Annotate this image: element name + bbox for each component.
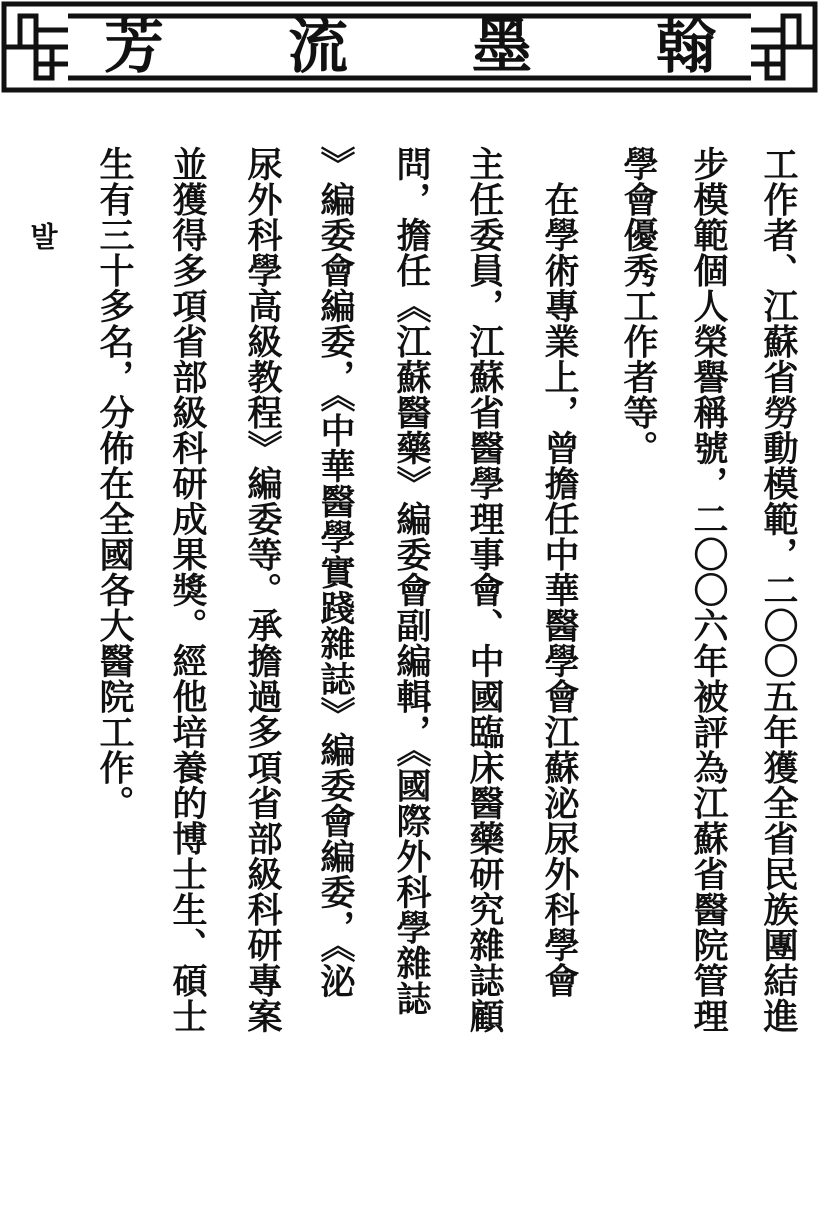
text-column-10: 生有三十多名，分佈在全國各大醫院工作。	[94, 146, 135, 821]
title-char-1: 翰	[656, 12, 716, 82]
title-char-3: 流	[288, 12, 348, 82]
text-column-5: 主任委員，江蘇省醫學理事會、中國臨床醫藥研究雜誌顧	[464, 146, 505, 1034]
text-column-4: 在學術專業上，曾擔任中華醫學會江蘇泌尿外科學會	[539, 146, 580, 998]
left-ornament	[4, 16, 68, 78]
text-column-1: 工作者、江蘇省勞動模範，二〇〇五年獲全省民族團結進	[758, 146, 799, 1034]
text-column-3: 學會優秀工作者等。	[618, 146, 659, 466]
right-ornament	[751, 16, 815, 78]
text-column-8: 尿外科學高級教程》編委等。承擔過多項省部級科研專案	[242, 146, 283, 1034]
text-column-2: 步模範個人榮譽稱號，二〇〇六年被評為江蘇省醫院管理	[688, 146, 729, 1034]
header-banner	[0, 0, 819, 96]
text-column-9: 並獲得多項省部級科研成果獎。經他培養的博士生、碩士	[167, 146, 208, 1034]
text-column-11: 발	[26, 222, 59, 251]
title-char-4: 芳	[104, 12, 164, 82]
title-char-2: 墨	[472, 12, 532, 82]
text-column-6: 問，擔任《江蘇醫藥》編委會副編輯，《國際外科學雜誌	[391, 146, 432, 1016]
text-column-7: 》編委會編委，《中華醫學實踐雜誌》編委會編委，《泌	[315, 146, 356, 999]
